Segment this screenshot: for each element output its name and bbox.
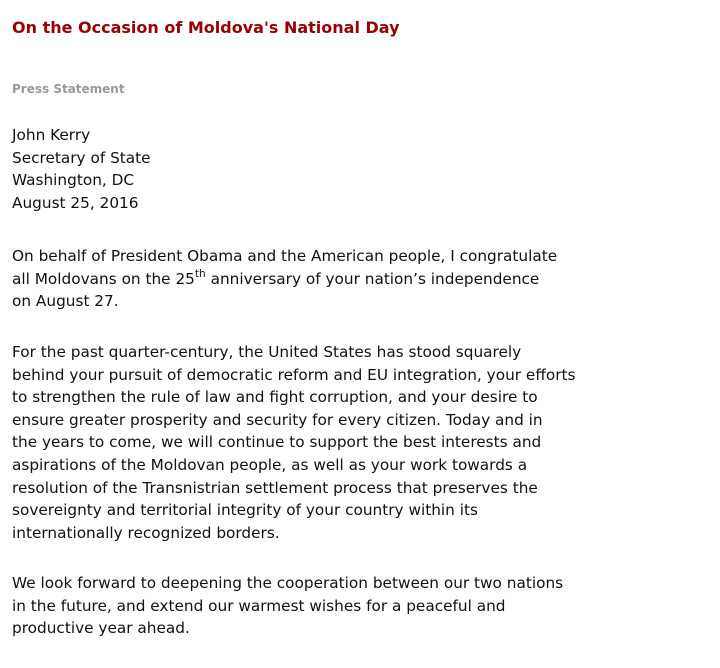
paragraph-support [12, 341, 702, 544]
paragraph-line: on August 27. [12, 292, 119, 311]
byline-name: John Kerry [12, 126, 91, 144]
paragraph-text: all Moldovans on the 25 [12, 269, 195, 288]
paragraph-line: the years to come, we will continue to support the best interests and [12, 433, 542, 452]
byline-date: August 25, 2016 [12, 193, 139, 212]
paragraph-text: anniversary of your nation’s independence [205, 269, 540, 288]
paragraph-line: behind your pursuit of democratic reform and EU integration, your efforts [12, 365, 576, 384]
paragraph-closing [12, 572, 702, 640]
paragraph-line: internationally recognized borders. [12, 523, 280, 542]
paragraph-line: in the future, and extend our warmest wishes for a peaceful and [12, 596, 506, 615]
paragraph-line: to strengthen the rule of law and fight corruption, and your desire to [12, 388, 538, 407]
paragraph-line: sovereignty and territorial integrity of your country within its [12, 501, 478, 520]
paragraph-line: For the past quarter-century, the United States has stood squarely [12, 343, 522, 361]
paragraph-line: productive year ahead. [12, 619, 190, 638]
byline-location: Washington, DC [12, 171, 135, 190]
paragraph-line: We look forward to deepening the cooperation between our two nations [12, 574, 564, 592]
page-title: On the Occasion of Moldova's National Day [12, 18, 400, 37]
statement-type-label: Press Statement [12, 82, 125, 96]
paragraph-congratulations [12, 245, 702, 313]
paragraph-line: aspirations of the Moldovan people, as well as your work towards a [12, 455, 528, 474]
byline [12, 124, 151, 214]
paragraph-line: resolution of the Transnistrian settlement process that preserves the [12, 478, 538, 497]
ordinal-suffix: th [194, 267, 206, 280]
byline-position: Secretary of State [12, 148, 151, 167]
paragraph-line [12, 268, 702, 291]
paragraph-line: ensure greater prosperity and security for every citizen. Today and in [12, 410, 543, 429]
paragraph-line: On behalf of President Obama and the American people, I congratulate [12, 247, 558, 265]
